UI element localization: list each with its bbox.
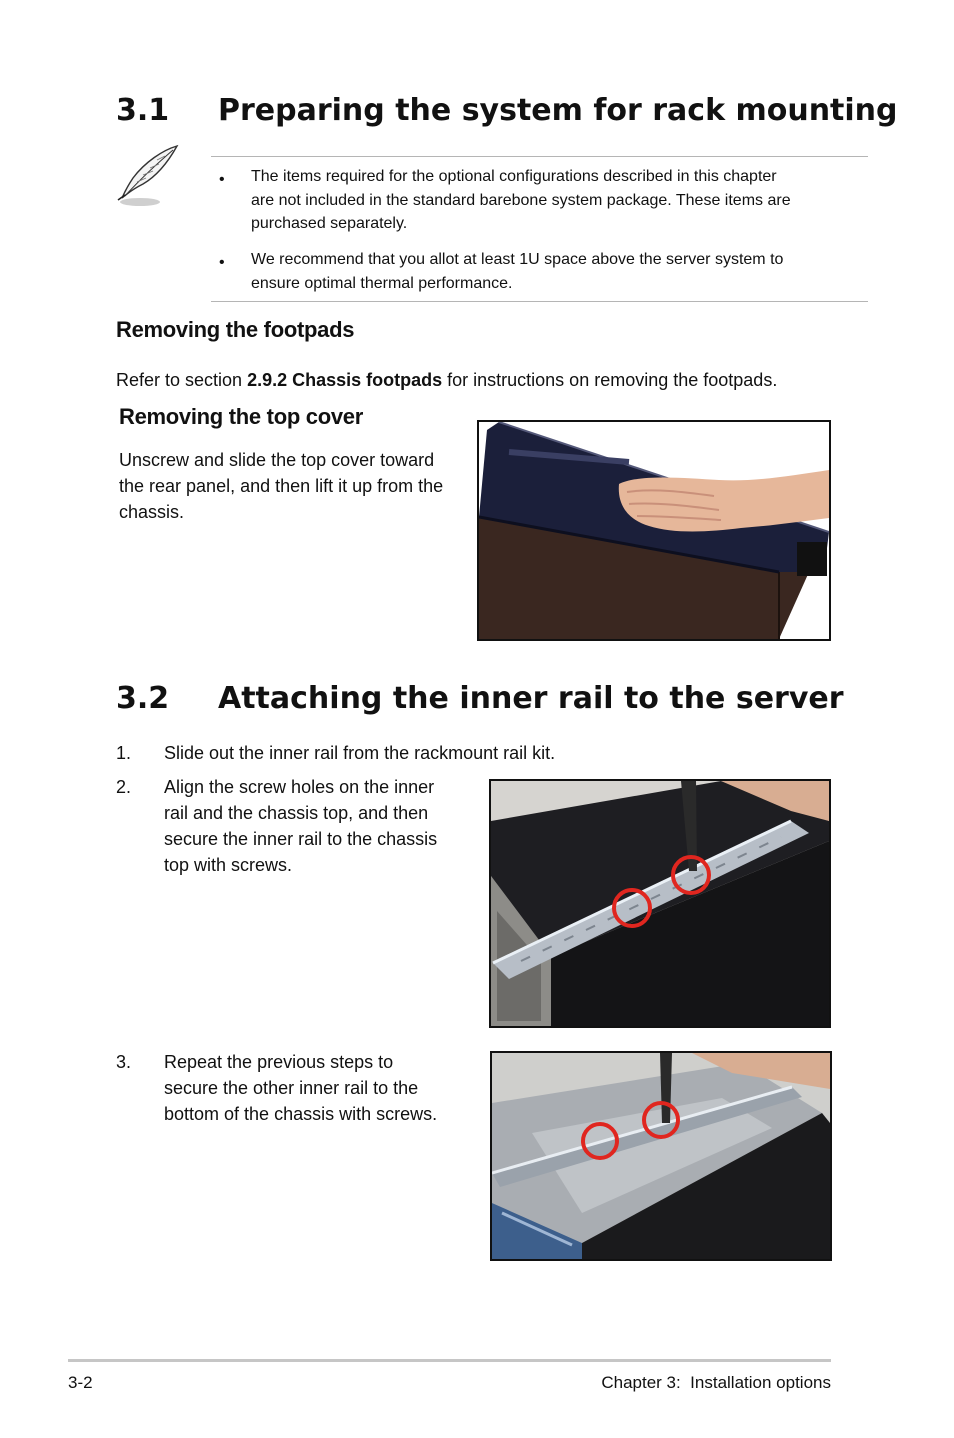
text-line: chassis. xyxy=(119,502,185,522)
step-3-text xyxy=(164,1049,479,1127)
note-line: The items required for the optional configurations described in this chapter xyxy=(251,168,777,185)
page-number: 3-2 xyxy=(68,1373,93,1392)
footpads-section-ref: 2.9.2 Chassis footpads xyxy=(247,370,443,390)
note-bottom-rule xyxy=(211,301,868,302)
note-line: ensure optimal thermal performance. xyxy=(251,274,513,292)
top-cover-photo xyxy=(477,420,831,641)
section-title: Attaching the inner rail to the server xyxy=(218,681,844,716)
text-line: top with screws. xyxy=(164,855,293,875)
footpads-text xyxy=(116,367,777,393)
text-line: Repeat the previous steps to xyxy=(164,1052,394,1072)
text-line: Unscrew and slide the top cover toward xyxy=(119,450,435,470)
note-line: purchased separately. xyxy=(251,215,408,232)
note-line: are not included in the standard barebone system package. These items are xyxy=(251,191,791,209)
section-number: 3.1 xyxy=(116,93,170,128)
step-number: 1. xyxy=(116,743,132,763)
footer-rule xyxy=(68,1359,831,1362)
top-cover-heading: Removing the top cover xyxy=(119,404,363,429)
inner-rail-bottom-photo xyxy=(490,1051,832,1261)
step-2-text xyxy=(164,774,479,878)
text-line: bottom of the chassis with screws. xyxy=(164,1104,438,1124)
section-number: 3.2 xyxy=(116,681,170,716)
footpads-heading: Removing the footpads xyxy=(116,317,355,342)
footpads-text-part: for instructions on removing the footpads. xyxy=(442,370,778,390)
note-top-rule xyxy=(211,156,868,157)
section-3-2-heading xyxy=(116,681,876,717)
note-line: We recommend that you allot at least 1U space above the server system to xyxy=(251,251,784,268)
text-line: rail and the chassis top, and then xyxy=(164,803,429,823)
section-title: Preparing the system for rack mounting xyxy=(218,93,898,128)
feather-pen-icon xyxy=(113,142,183,210)
text-line: the rear panel, and then lift it up from the xyxy=(119,476,444,496)
step-number: 2. xyxy=(116,777,132,797)
top-cover-text xyxy=(119,447,474,525)
step-number: 3. xyxy=(116,1052,132,1072)
text-line: Align the screw holes on the inner xyxy=(164,777,435,797)
inner-rail-top-photo xyxy=(489,779,831,1028)
footpads-text-part: Refer to section xyxy=(116,370,248,390)
note-bullet: • xyxy=(219,254,225,271)
section-3-1-heading xyxy=(116,93,898,129)
note-item-1 xyxy=(251,165,851,236)
note-item-2 xyxy=(251,248,851,295)
chapter-label: Chapter 3: Installation options xyxy=(601,1373,831,1392)
step-1-text: Slide out the inner rail from the rackmount rail kit. xyxy=(164,743,556,763)
text-line: secure the inner rail to the chassis xyxy=(164,829,438,849)
text-line: secure the other inner rail to the xyxy=(164,1078,419,1098)
note-bullet: • xyxy=(219,171,225,188)
